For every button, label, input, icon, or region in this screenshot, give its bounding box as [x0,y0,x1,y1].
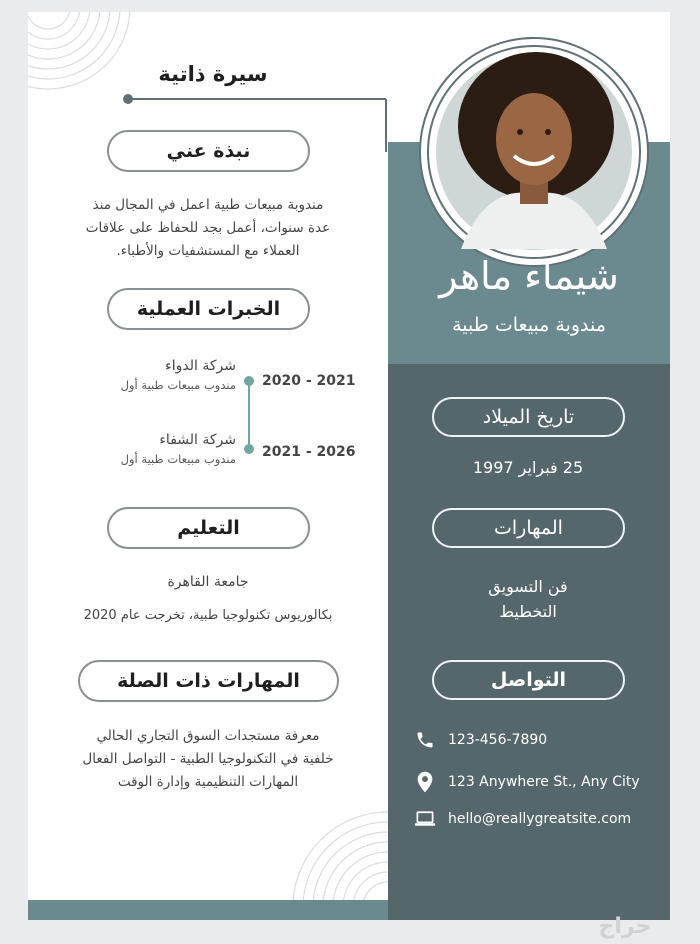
related-skills-section-title: المهارات ذات الصلة [78,660,339,702]
experience-company: شركة الدواء [165,358,236,374]
experience-item [48,358,236,392]
experience-role: مندوب مبيعات طبية أول [120,378,236,392]
experience-role: مندوب مبيعات طبية أول [120,452,236,466]
skills-list [408,574,648,624]
experience-item [48,432,236,466]
birthdate-section-title: تاريخ الميلاد [432,397,625,437]
about-section-title: نبذة عني [107,130,310,172]
birthdate-value: 25 فبراير 1997 [472,458,584,477]
about-line: العملاء مع المستشفيات والأطباء. [116,243,300,259]
about-line: مندوبة مبيعات طبية اعمل في المجال منذ [92,197,324,213]
education-section-title: التعليم [107,507,310,549]
contact-email[interactable]: hello@reallygreatsite.com [448,811,632,827]
resume-page [28,12,670,920]
skills-section-title: المهارات [432,508,625,548]
page-heading: سيرة ذاتية [158,62,268,86]
experience-years: 2021 - 2026 [262,444,356,460]
experience-timeline [242,374,256,456]
related-skill-line: خلفية في التكنولوجيا الطبية - التواصل الفعال [82,751,334,767]
watermark-logo: حراج [598,914,652,939]
person-name: شيماء ماهر [439,254,619,298]
skill-item: فن التسويق [488,577,568,596]
experience-section-title: الخبرات العملية [107,288,310,330]
contact-address: 123 Anywhere St., Any City [448,774,640,790]
profile-photo-frame [416,34,652,270]
contact-address-row [414,770,664,794]
bottom-accent-bar [28,900,388,920]
contact-section-title: التواصل [432,660,625,700]
decorative-arcs-bottom [283,802,388,900]
laptop-icon [414,808,436,830]
contact-phone-row [414,728,664,752]
location-pin-icon [414,771,436,793]
decorative-arcs-top [28,12,138,102]
contact-phone[interactable]: 123-456-7890 [448,732,548,748]
sidebar-panel [388,364,670,920]
phone-icon [414,729,436,751]
person-job-title: مندوبة مبيعات طبية [452,314,606,336]
contact-email-row [414,807,664,831]
related-skill-line: معرفة مستجدات السوق التجاري الحالي [96,728,320,744]
experience-company: شركة الشفاء [159,432,236,448]
skill-item: التخطيط [499,602,557,621]
related-skills-text [40,725,376,794]
related-skill-line: المهارات التنظيمية وإدارة الوقت [117,774,299,790]
education-degree: بكالوريوس تكنولوجيا طبية، تخرجت عام 2020 [83,608,333,623]
education-university: جامعة القاهرة [167,574,249,590]
about-text [48,194,368,263]
about-line: عدة سنوات، أعمل بجد للحفاظ على علاقات [85,220,331,236]
experience-years: 2020 - 2021 [262,373,356,389]
